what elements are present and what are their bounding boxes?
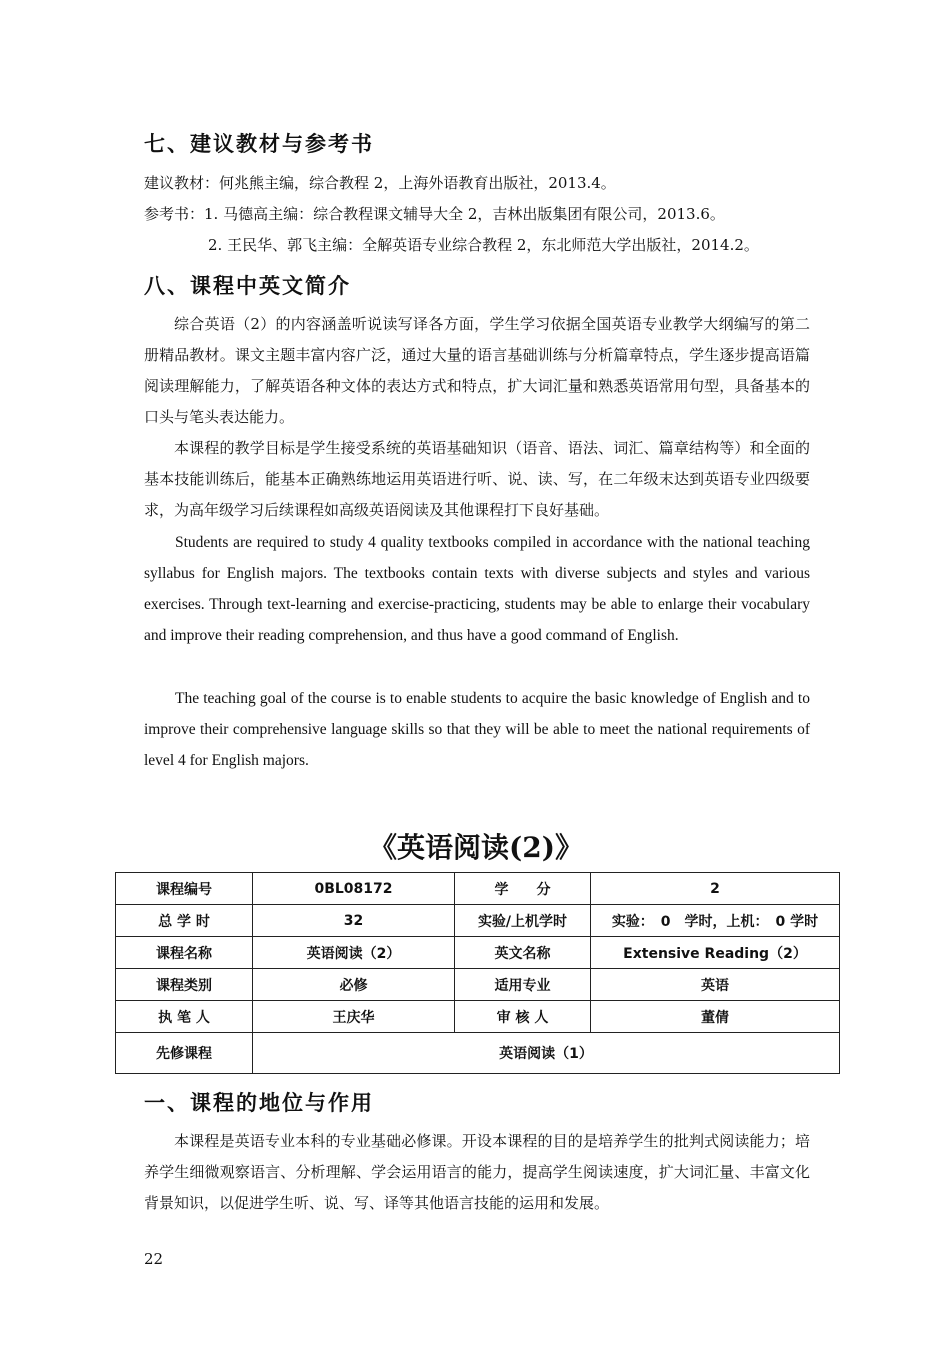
- label-author: 执 笔 人: [116, 1001, 253, 1033]
- value-author: 王庆华: [253, 1001, 455, 1033]
- section-heading-intro: 八、课程中英文简介: [144, 274, 351, 298]
- value-prerequisite: 英语阅读（1）: [253, 1033, 840, 1074]
- textbook-line: 建议教材：何兆熊主编，综合教程 2，上海外语教育出版社，2013.4。: [144, 174, 616, 192]
- label-major: 适用专业: [455, 969, 591, 1001]
- value-total-hours: 32: [253, 905, 455, 937]
- table-row: [116, 905, 840, 937]
- label-course-code: 课程编号: [116, 873, 253, 905]
- role-paragraph: 本课程是英语专业本科的专业基础必修课。开设本课程的目的是培养学生的批判式阅读能力；培养学生细微观察语言、分析理解、学会运用语言的能力，提高学生阅读速度，扩大词汇量、丰富文化背景知识，以促进学生听、说、写、译等其他语言技能的运用和发展。: [144, 1132, 810, 1212]
- intro-en-paragraph-2: The teaching goal of the course is to enable students to acquire the basic knowledge of English and to improve their comprehensive language skills so that they will be able to meet the national requirements of level 4 for English majors.: [144, 690, 810, 769]
- label-prerequisite: 先修课程: [116, 1033, 253, 1074]
- reference-line-2: 2. 王民华、郭飞主编：全解英语专业综合教程 2，东北师范大学出版社，2014.2。: [208, 236, 759, 254]
- value-credits: 2: [591, 873, 840, 905]
- label-credits: 学 分: [455, 873, 591, 905]
- table-row: [116, 969, 840, 1001]
- section-heading-textbooks: 七、建议教材与参考书: [144, 132, 374, 156]
- label-total-hours: 总 学 时: [116, 905, 253, 937]
- value-major: 英语: [591, 969, 840, 1001]
- label-lab-hours: 实验/上机学时: [455, 905, 591, 937]
- course-info-table: [115, 872, 840, 1074]
- intro-en-paragraph-1: Students are required to study 4 quality textbooks compiled in accordance with the national teaching syllabus for English majors. The textbooks contain texts with diverse subjects and styles and various exercises. Through text-learning and exercise-practicing, students may be able to enlarge their vocabulary and improve their reading comprehension, and thus have a good command of English.: [144, 534, 810, 644]
- label-course-type: 课程类别: [116, 969, 253, 1001]
- intro-cn-paragraph-2: 本课程的教学目标是学生接受系统的英语基础知识（语音、语法、词汇、篇章结构等）和全面的基本技能训练后，能基本正确熟练地运用英语进行听、说、读、写，在二年级末达到英语专业四级要求，为高年级学习后续课程如高级英语阅读及其他课程打下良好基础。: [144, 439, 810, 519]
- value-reviewer: 董倩: [591, 1001, 840, 1033]
- value-course-name: 英语阅读（2）: [253, 937, 455, 969]
- value-course-type: 必修: [253, 969, 455, 1001]
- label-reviewer: 审 核 人: [455, 1001, 591, 1033]
- course-title: 《英语阅读(2)》: [369, 831, 583, 864]
- section-heading-role: 一、课程的地位与作用: [144, 1091, 374, 1115]
- table-row: [116, 1001, 840, 1033]
- table-row: [116, 873, 840, 905]
- value-course-code: 0BL08172: [253, 873, 455, 905]
- reference-line-1: 参考书：1. 马德高主编：综合教程课文辅导大全 2，吉林出版集团有限公司，2013.6。: [144, 205, 725, 223]
- page-number: 22: [144, 1250, 164, 1268]
- label-course-name: 课程名称: [116, 937, 253, 969]
- table-row: [116, 937, 840, 969]
- table-row: [116, 1033, 840, 1074]
- value-english-name: Extensive Reading（2）: [591, 937, 840, 969]
- intro-cn-paragraph-1: 综合英语（2）的内容涵盖听说读写译各方面，学生学习依据全国英语专业教学大纲编写的第二册精品教材。课文主题丰富内容广泛，通过大量的语言基础训练与分析篇章特点，学生逐步提高语篇阅读理解能力，了解英语各种文体的表达方式和特点，扩大词汇量和熟悉英语常用句型，具备基本的口头与笔头表达能力。: [144, 315, 810, 426]
- label-english-name: 英文名称: [455, 937, 591, 969]
- value-lab-hours: 实验： 0 学时，上机： 0 学时: [591, 905, 840, 937]
